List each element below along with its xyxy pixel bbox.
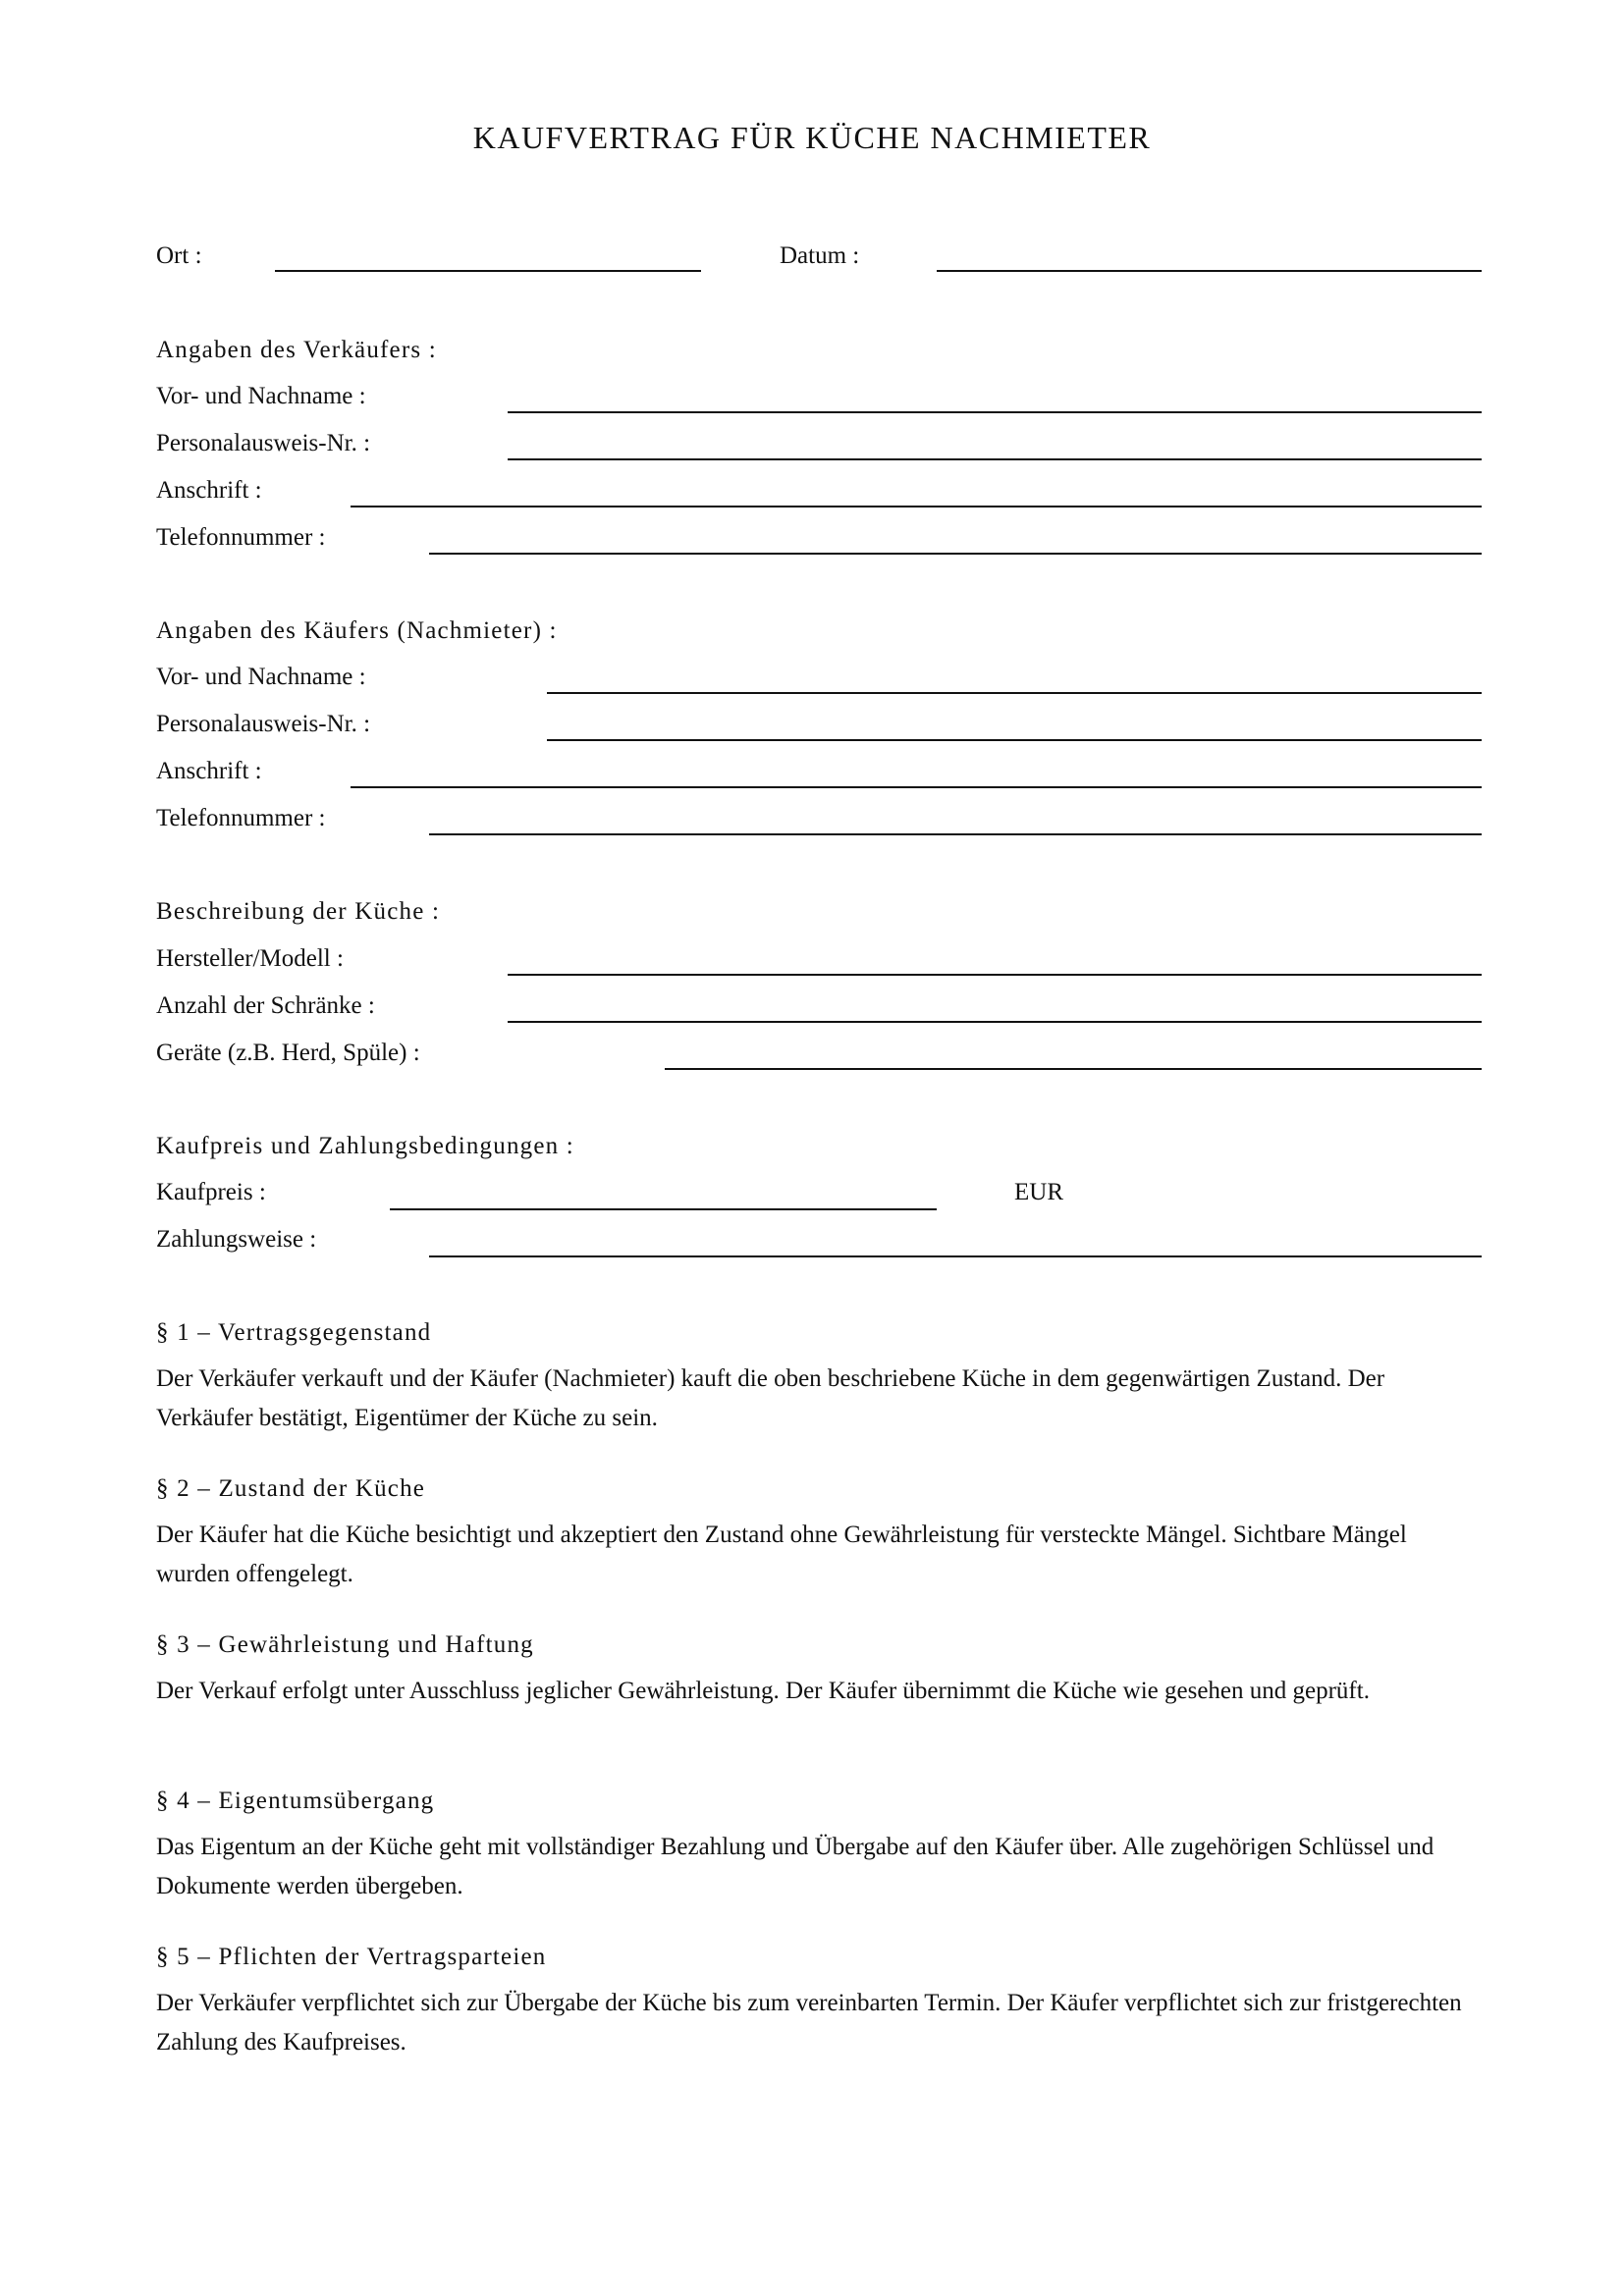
buyer-heading: Angaben des Käufers (Nachmieter) : (156, 617, 558, 644)
buyer-phone-label: Telefonnummer : (156, 805, 326, 831)
seller-id-field-line[interactable] (508, 458, 1482, 460)
buyer-name-field-line[interactable] (547, 692, 1482, 694)
kitchen-manufacturer-label: Hersteller/Modell : (156, 945, 344, 972)
seller-phone-field-line[interactable] (429, 553, 1482, 555)
seller-address-label: Anschrift : (156, 477, 262, 504)
section-4-text: Das Eigentum an der Küche geht mit vollständiger Bezahlung und Übergabe auf den Käufer über. Alle zugehörigen Schlüssel und Dokumente werden übergeben. (156, 1834, 1435, 1899)
section-3-title: § 3 – Gewährleistung und Haftung (156, 1631, 534, 1658)
buyer-name-label: Vor- und Nachname : (156, 664, 366, 690)
kitchen-appliances-field-line[interactable] (665, 1068, 1482, 1070)
ort-label: Ort : (156, 242, 202, 269)
datum-field-line[interactable] (937, 270, 1482, 272)
currency-label: EUR (1014, 1179, 1063, 1205)
buyer-id-label: Personalausweis-Nr. : (156, 711, 371, 737)
section-1-title: § 1 – Vertragsgegenstand (156, 1319, 432, 1346)
buyer-address-label: Anschrift : (156, 758, 262, 784)
price-label: Kaufpreis : (156, 1179, 266, 1205)
seller-address-field-line[interactable] (351, 506, 1482, 507)
seller-phone-label: Telefonnummer : (156, 524, 326, 551)
document-title: KAUFVERTRAG FÜR KÜCHE NACHMIETER (472, 120, 1152, 155)
buyer-id-field-line[interactable] (547, 739, 1482, 741)
seller-heading: Angaben des Verkäufers : (156, 337, 437, 363)
seller-id-label: Personalausweis-Nr. : (156, 430, 371, 456)
section-3-text: Der Verkauf erfolgt unter Ausschluss jeglicher Gewährleistung. Der Käufer übernimmt die Küche wie gesehen und geprüft. (156, 1678, 1370, 1704)
seller-name-label: Vor- und Nachname : (156, 383, 366, 409)
kitchen-heading: Beschreibung der Küche : (156, 898, 441, 925)
kitchen-appliances-label: Geräte (z.B. Herd, Spüle) : (156, 1040, 420, 1066)
price-field-line[interactable] (390, 1208, 937, 1210)
kitchen-cabinets-label: Anzahl der Schränke : (156, 992, 375, 1019)
section-5-text: Der Verkäufer verpflichtet sich zur Übergabe der Küche bis zum vereinbarten Termin. Der Käufer verpflichtet sich zur fristgerechten Zahlung des Kaufpreises. (156, 1990, 1462, 2056)
section-2-text: Der Käufer hat die Küche besichtigt und akzeptiert den Zustand ohne Gewährleistung für versteckte Mängel. Sichtbare Mängel wurden offengelegt. (156, 1522, 1407, 1587)
payment-method-label: Zahlungsweise : (156, 1226, 317, 1253)
kitchen-manufacturer-field-line[interactable] (508, 974, 1482, 976)
section-2-title: § 2 – Zustand der Küche (156, 1475, 426, 1502)
payment-method-field-line[interactable] (429, 1255, 1482, 1257)
buyer-address-field-line[interactable] (351, 786, 1482, 788)
datum-label: Datum : (780, 242, 860, 269)
ort-field-line[interactable] (275, 270, 701, 272)
section-5-title: § 5 – Pflichten der Vertragsparteien (156, 1944, 547, 1970)
section-4-title: § 4 – Eigentumsübergang (156, 1788, 435, 1814)
seller-name-field-line[interactable] (508, 411, 1482, 413)
kitchen-cabinets-field-line[interactable] (508, 1021, 1482, 1023)
section-1-text: Der Verkäufer verkauft und der Käufer (Nachmieter) kauft die oben beschriebene Küche in dem gegenwärtigen Zustand. Der Verkäufer bestätigt, Eigentümer der Küche zu sein. (156, 1365, 1385, 1431)
buyer-phone-field-line[interactable] (429, 833, 1482, 835)
price-heading: Kaufpreis und Zahlungsbedingungen : (156, 1133, 574, 1159)
